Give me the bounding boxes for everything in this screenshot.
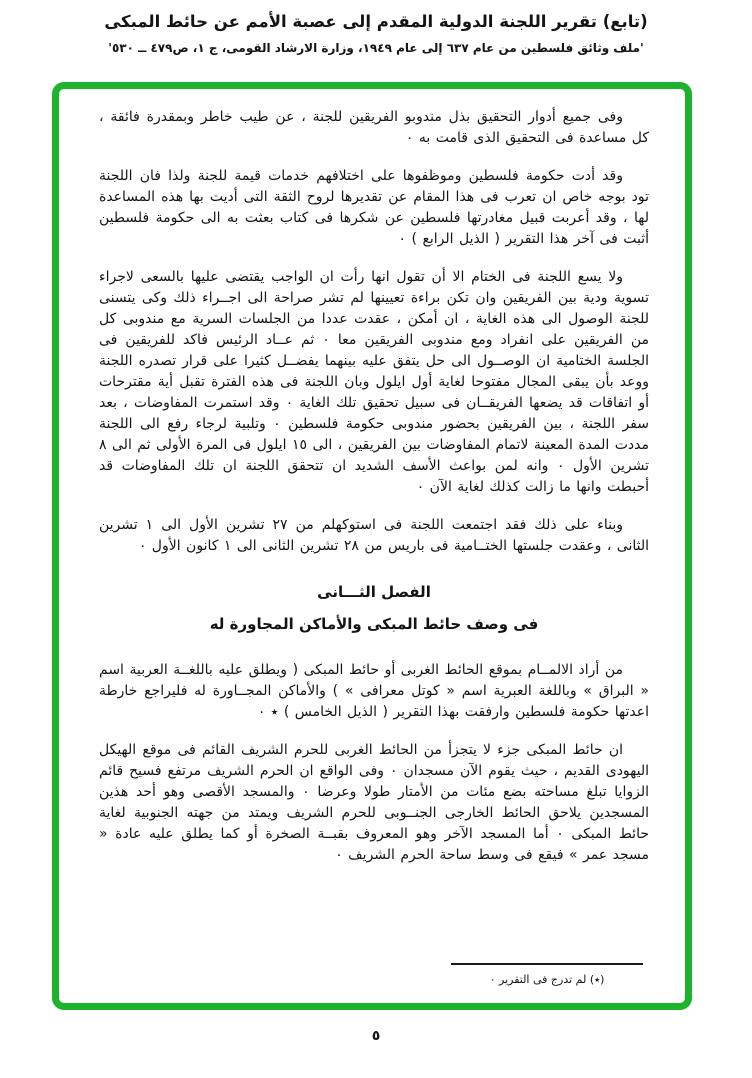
page-body-text (59, 89, 685, 1003)
paragraph-6: ان حائط المبكى جزء لا يتجزأ من الحائط الغربى للحرم الشريف القائم فى موقع الهيكل اليهودى القديم ، حيث يقوم الآن مسجدان ٠ وفى الواقع ان الحرم الشريف مرتفع فسيح قائم الزوايا تبلغ مساحته بضع مئات من الأمتار طولا وعرضا ٠ والمسجد الأقصى وهو أحد هذين المسجدين يلاحق الحائط الخارجى الجنــوبى للحرم الشريف ويمتد من جهته الجنوبية لغاية حائط المبكى ٠ أما المسجد الآخر وهو المعروف بقبــة الصخرة أو كما يطلق عليه عادة « مسجد عمر » فيقع فى وسط ساحة الحرم الشريف ٠ (99, 742, 649, 863)
paragraph-2: وقد أدت حكومة فلسطين وموظفوها على اختلافهم خدمات قيمة للجنة ولذا فان اللجنة تود بوجه خاص ان تعرب فى هذا المقام عن تقديرها لروح الثقة التى أديت بها هذه المساعدة لها ، وقد أعربت قبيل مغادرتها فلسطين عن شكرها فى كتاب بعثت به الى حكومة فلسطين أثبت فى آخر هذا التقرير ( الذيل الرابع ) ٠ (99, 168, 649, 247)
footnote-text: (٭) لم تدرج فى التقرير ٠ (489, 973, 605, 986)
paragraph-1: وفى جميع أدوار التحقيق بذل مندوبو الفريقين للجنة ، عن طيب خاطر وبمقدرة فائقة ، كل مساعدة فى التحقيق الذى قامت به ٠ (99, 109, 649, 146)
footnote (451, 963, 643, 987)
footnote-separator-rule (451, 963, 643, 965)
paragraph-5: من أراد الالمــام بموقع الحائط الغربى أو حائط المبكى ( ويطلق عليه باللغــة العربية اسم « البراق » وباللغة العبرية اسم « كوتل معرافى » ) والأماكن المجــاورة له فليراجع خارطة اعدتها حكومة فلسطين وارفقت بهذا التقرير ( الذيل الخامس ) ٭ ٠ (99, 662, 649, 720)
document-header (0, 10, 752, 59)
paragraph-4: وبناء على ذلك فقد اجتمعت اللجنة فى استوكهلم من ٢٧ تشرين الأول الى ١ تشرين الثانى ، وعقدت جلستها الختــامية فى باريس من ٢٨ تشرين الثانى الى ١ كانون الأول ٠ (99, 517, 649, 554)
document-source-subtitle: 'ملف وثائق فلسطين من عام ٦٣٧ إلى عام ١٩٤٩، وزارة الارشاد القومى، ج ١، ص٤٧٩ ــ ٥٣٠' (108, 41, 644, 55)
chapter-subheading: فى وصف حائط المبكى والأماكن المجاورة له (209, 615, 539, 633)
page-number: ٥ (371, 1028, 381, 1044)
document-title: (تابع) تقرير اللجنة الدولية المقدم إلى عصبة الأمم عن حائط المبكى (104, 12, 648, 31)
chapter-heading: الفصل الثـــانى (317, 583, 431, 601)
paragraph-3: ولا يسع اللجنة فى الختام الا أن تقول انها رأت ان الواجب يقتضى عليها بالسعى لاجراء تسوية ودية بين الفريقين وان تكن براءة تعيينها لم تشر صراحة الى اجــراء ذلك وكى يتسنى للجنة الوصول الى هذه الغاية ، ان أمكن ، عقدت عددا من الجلسات السرية مع مندوبى كل من الفريقين على انفراد ومع مندوبى الفريقين معا ٠ ثم عــاد الرئيس فاكد للفريقين فى الجلسة الختامية ان الوصــول الى حل يتفق عليه بينهما يفضــل كثيرا على قرار تصدره اللجنة ووعد بأن يبقى المجال مفتوحا لغاية أول ايلول وبان اللجنة فى هذه الفترة تقبل أية مقترحات أو اتفاقات قد يضعها الفريقــان فى سبيل تحقيق تلك الغاية ٠ وقد استمرت المفاوضات ، بعد سفر اللجنة ، بين الفريقين بحضور مندوبى حكومة فلسطين ٠ وتلبية لرجاء رفع الى اللجنة مددت المدة المعينة لاتمام المفاوضات بين الفريقين ، الى ١٥ ايلول فى المرة الأولى ثم الى ٨ تشرين الأول ٠ وانه لمن بواعث الأسف الشديد ان تتحقق اللجنة ان تلك المفاوضات قد أحبطت وانها ما زالت كذلك لغاية الآن ٠ (99, 269, 649, 495)
green-border-frame (52, 82, 692, 1010)
